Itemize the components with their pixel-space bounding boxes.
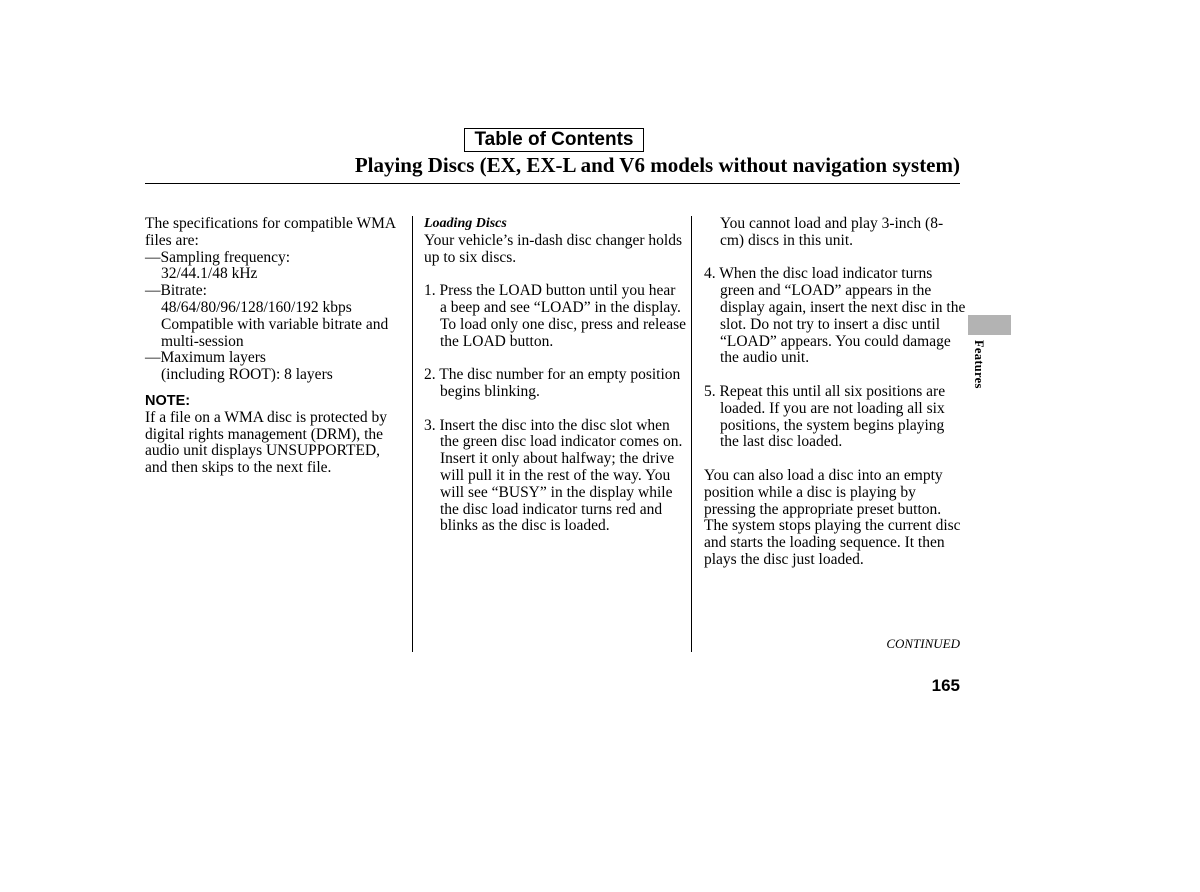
note-label: NOTE:	[145, 392, 191, 409]
spec-detail: 32/44.1/48 kHz	[161, 265, 258, 283]
spec-item-sampling: —Sampling frequency:	[145, 248, 291, 266]
step-5: 5. Repeat this until all six positions are loaded. If you are not loading all six positions, the system begins playing the last disc loaded.	[704, 382, 946, 451]
loading-intro: Your vehicle’s in-dash disc changer holds up to six discs.	[424, 231, 683, 266]
table-of-contents-button[interactable]: Table of Contents	[464, 128, 644, 152]
closing-paragraph: You can also load a disc into an empty position while a disc is playing by pressing the appropriate preset button. The system stops playing the current disc and starts the loading sequence. It then plays the disc just loaded.	[704, 466, 961, 568]
spec-label: Bitrate:	[160, 282, 207, 300]
spec-detail: (including ROOT): 8 layers	[161, 366, 333, 384]
spec-label: Maximum layers	[160, 349, 266, 367]
column-1	[145, 216, 403, 477]
section-side-label: Features	[972, 340, 986, 389]
step-4: 4. When the disc load indicator turns green and “LOAD” appears in the display again, insert the next disc in the slot. Do not try to insert a disc until “LOAD” appears. You could damage the audio unit.	[704, 265, 966, 367]
section-subheading: Loading Discs	[424, 216, 507, 231]
column-divider	[691, 216, 692, 652]
page-title: Playing Discs (EX, EX-L and V6 models without navigation system)	[354, 153, 960, 177]
spec-intro: The specifications for compatible WMA files are:	[145, 215, 396, 249]
column-3	[704, 216, 966, 569]
spec-detail: 48/64/80/96/128/160/192 kbps Compatible with variable bitrate and multi-session	[161, 298, 389, 350]
step-3-continuation: You cannot load and play 3-inch (8-cm) discs in this unit.	[720, 215, 944, 249]
column-divider	[412, 216, 413, 652]
note-text: If a file on a WMA disc is protected by digital rights management (DRM), the audio unit displays UNSUPPORTED, and then skips to the next file.	[145, 408, 388, 477]
header-rule	[145, 183, 960, 184]
column-2	[424, 216, 686, 535]
continued-label: CONTINUED	[886, 636, 960, 651]
step-1: 1. Press the LOAD button until you hear a beep and see “LOAD” in the display. To load only one disc, press and release the LOAD button.	[424, 282, 686, 350]
spec-item-layers: —Maximum layers	[145, 349, 266, 367]
spec-label: Sampling frequency:	[160, 248, 291, 266]
spec-list	[145, 250, 403, 384]
step-2: 2. The disc number for an empty position begins blinking.	[424, 366, 681, 400]
spec-item-bitrate: —Bitrate:	[145, 282, 207, 300]
step-3: 3. Insert the disc into the disc slot when the green disc load indicator comes on. Insert it only about halfway; the drive will pull it in the rest of the way. You will see “BUSY” in the display while the disc load indicator turns red and blinks as the disc is loaded.	[424, 416, 683, 535]
section-tab-marker	[968, 315, 1011, 335]
page-number: 165	[931, 676, 960, 695]
